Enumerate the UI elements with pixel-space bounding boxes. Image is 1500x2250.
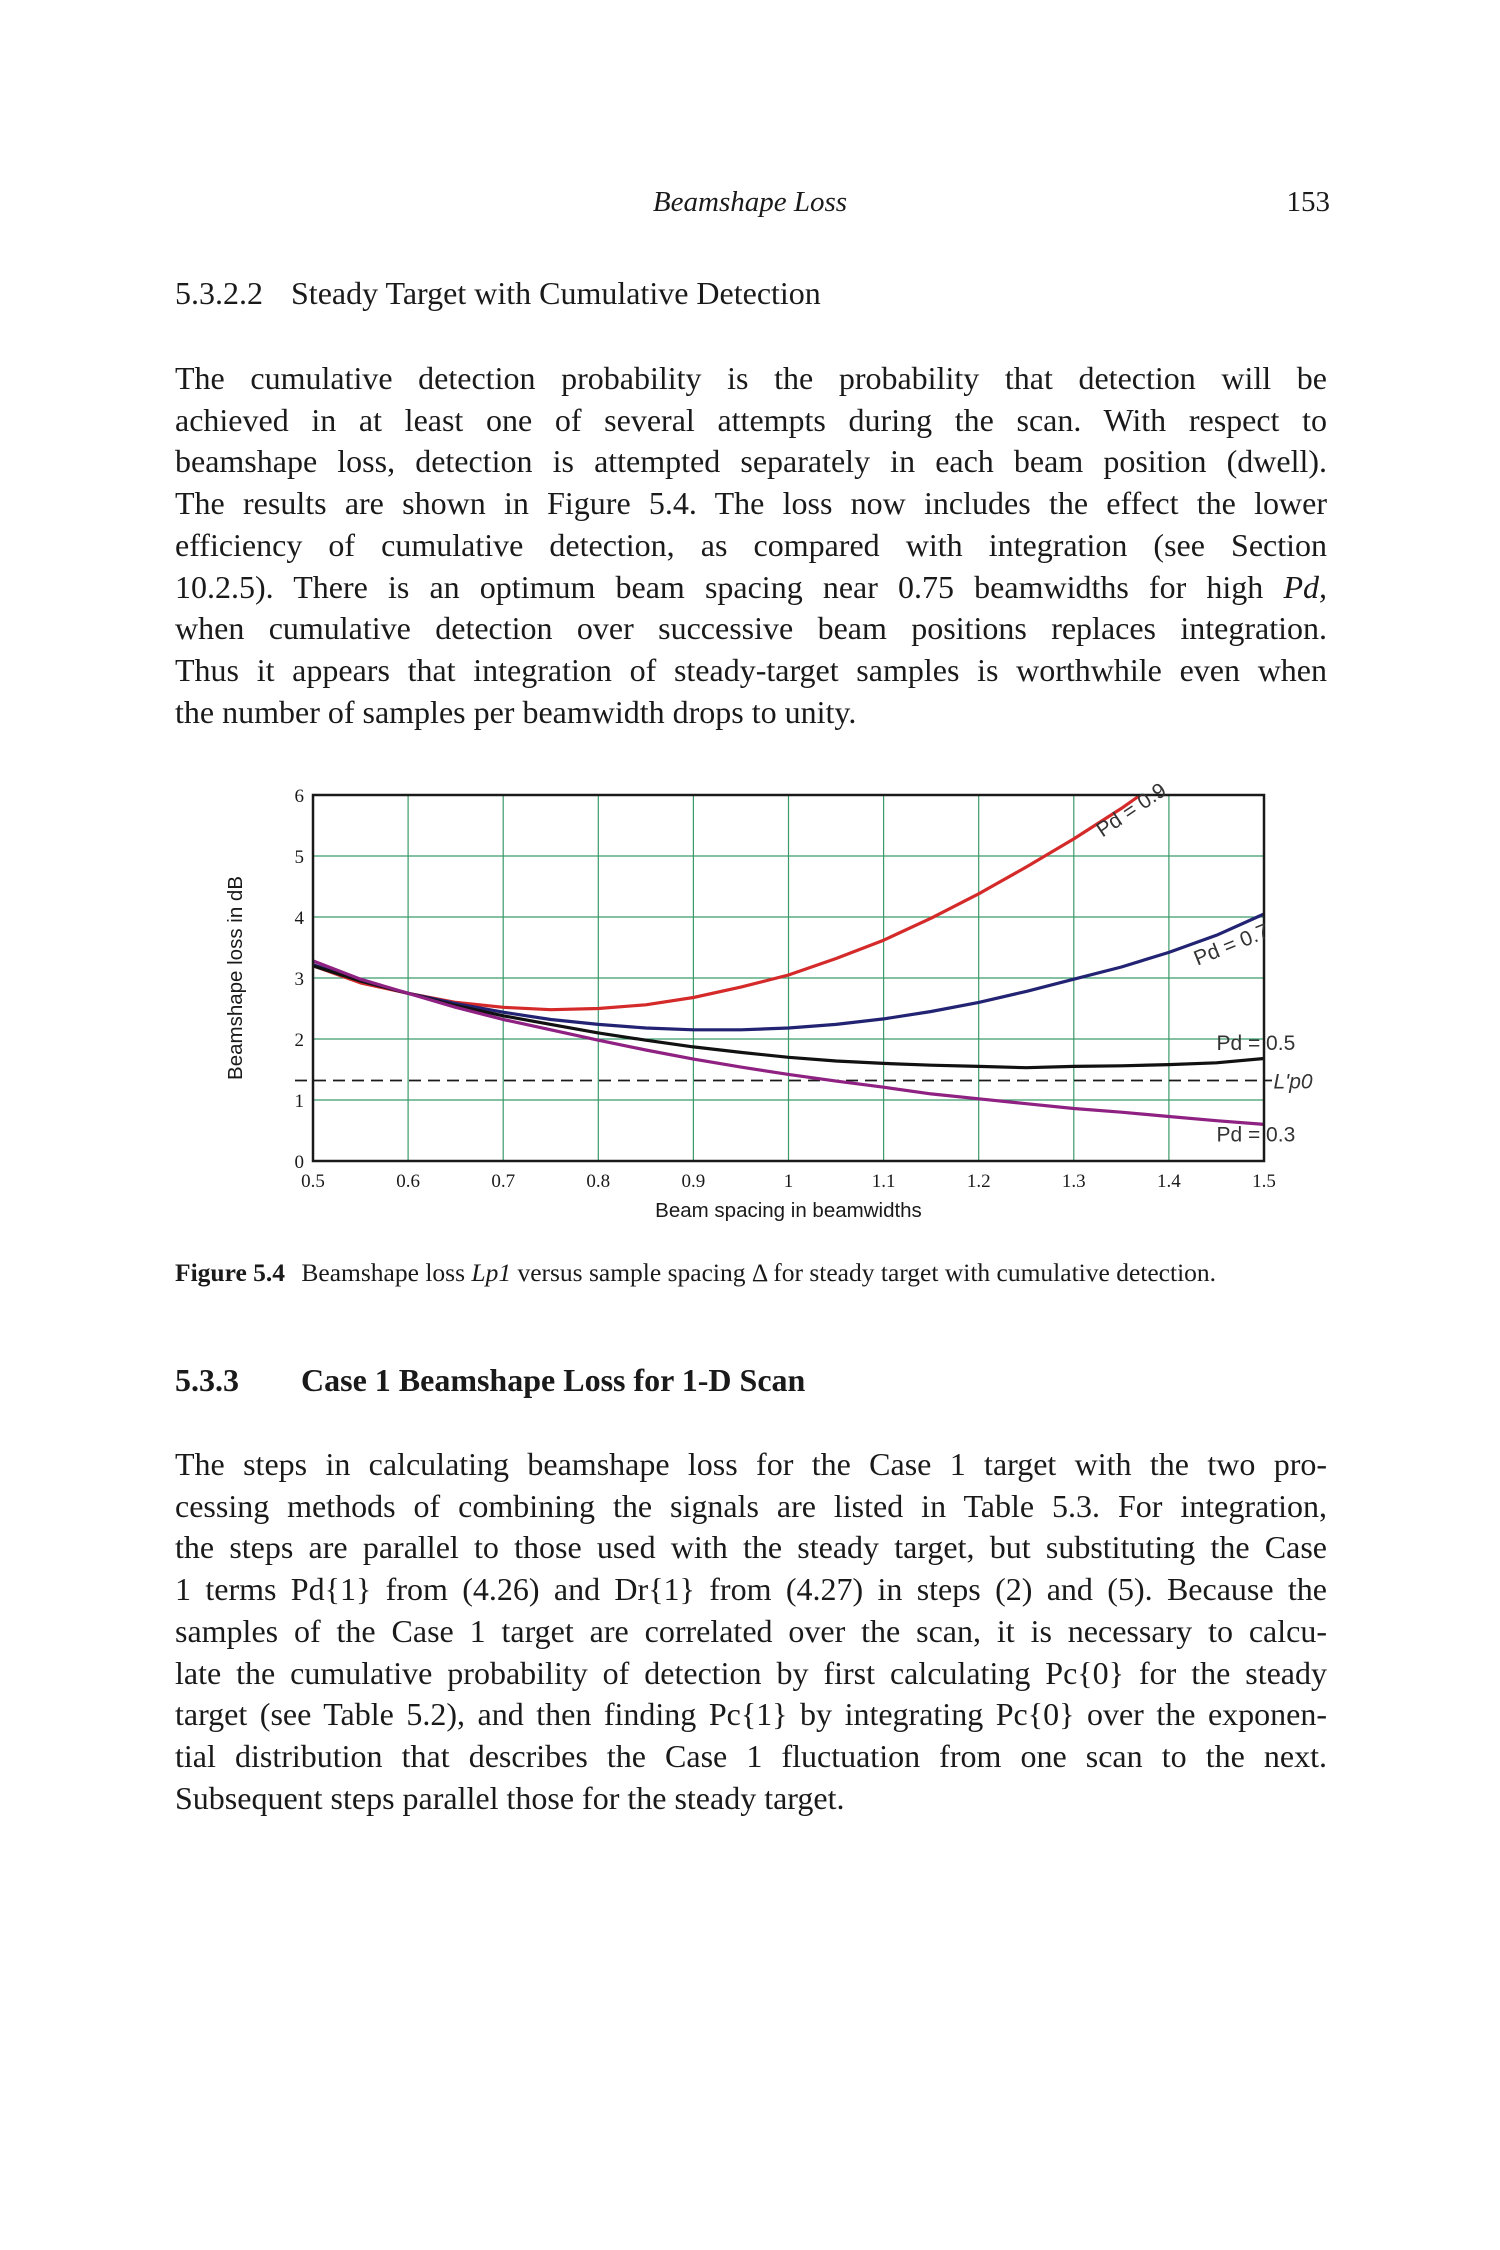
subsubsection-number: 5.3.2.2 (175, 275, 263, 311)
paragraph-line: beamshape loss, detection is attempted separately in each beam position (dwell). (175, 443, 1327, 480)
beamshape-loss-chart (0, 775, 1500, 1245)
paragraph-line: Thus it appears that integration of steady-target samples is worthwhile even when (175, 651, 1327, 688)
paragraph-cumulative-detection (175, 358, 1327, 733)
x-tick-label: 1.2 (966, 1171, 991, 1192)
reference-line-label: L'p0 (1273, 1070, 1313, 1094)
curve-label: Pd = 0.7 (1190, 919, 1273, 971)
page-number: 153 (1286, 186, 1330, 218)
x-tick-label: 0.6 (396, 1171, 420, 1192)
running-head (0, 186, 1500, 226)
y-tick-label: 3 (294, 969, 304, 990)
grid-layer (313, 795, 1264, 1161)
y-tick-label: 4 (294, 908, 304, 929)
paragraph-line: samples of the Case 1 target are correlated over the scan, it is necessary to calcu- (175, 1612, 1327, 1649)
tick-layer (295, 786, 1276, 1192)
x-tick-label: 0.7 (491, 1171, 516, 1192)
subsubsection-heading (175, 275, 821, 312)
paragraph-line: tial distribution that describes the Case 1 fluctuation from one scan to the next. (175, 1737, 1327, 1774)
y-tick-label: 2 (294, 1030, 304, 1051)
paragraph-line: Subsequent steps parallel those for the steady target. (175, 1779, 845, 1816)
x-tick-label: 1 (783, 1171, 794, 1192)
paragraph-line-with-symbol (175, 567, 1327, 609)
caption-text-2: versus sample spacing Δ for steady target with cumulative detection. (517, 1258, 1217, 1287)
x-tick-label: 0.5 (301, 1171, 325, 1192)
caption-label: Figure 5.4 (175, 1258, 286, 1287)
paragraph-line: efficiency of cumulative detection, as compared with integration (see Section (175, 526, 1327, 563)
x-tick-label: 0.9 (681, 1171, 706, 1192)
paragraph-line: target (see Table 5.2), and then finding Pc{1} by integrating Pc{0} over the exponen- (175, 1696, 1327, 1733)
paragraph-line: the steps are parallel to those used with the steady target, but substituting the Case (175, 1529, 1327, 1566)
curve-label: Pd = 0.5 (1216, 1031, 1296, 1055)
y-tick-label: 1 (294, 1091, 304, 1112)
caption-symbol: Lp1 (471, 1258, 512, 1287)
paragraph-line-text: 10.2.5). There is an optimum beam spacing near 0.75 beamwidths for high (175, 568, 1264, 605)
inline-symbol-pd: Pd, (1283, 568, 1328, 605)
x-tick-label: 1.5 (1252, 1171, 1276, 1192)
paragraph-line: achieved in at least one of several attempts during the scan. With respect to (175, 401, 1327, 438)
caption-text-1: Beamshape loss (301, 1258, 466, 1287)
figure-caption (175, 1258, 1327, 1288)
y-tick-label: 0 (294, 1152, 304, 1173)
paragraph-line: late the cumulative probability of detection by first calculating Pc{0} for the steady (175, 1654, 1327, 1691)
x-tick-label: 1.3 (1061, 1171, 1086, 1192)
section-heading (175, 1362, 805, 1399)
x-tick-label: 0.8 (586, 1171, 611, 1192)
section-title: Case 1 Beamshape Loss for 1-D Scan (301, 1362, 806, 1398)
paragraph-case1-steps (175, 1444, 1327, 1819)
paragraph-line: The results are shown in Figure 5.4. The loss now includes the effect the lower (175, 485, 1327, 522)
y-tick-label: 5 (294, 847, 304, 868)
paragraph-line: 1 terms Pd{1} from (4.26) and Dr{1} from (4.27) in steps (2) and (5). Because the (175, 1571, 1327, 1608)
paragraph-line: the number of samples per beamwidth drops to unity. (175, 693, 857, 730)
curve-label: Pd = 0.3 (1216, 1123, 1296, 1147)
running-title: Beamshape Loss (652, 186, 848, 218)
paragraph-line: cessing methods of combining the signals are listed in Table 5.3. For integration, (175, 1487, 1327, 1524)
label-layer (224, 779, 1313, 1222)
y-tick-label: 6 (294, 786, 304, 807)
section-number: 5.3.3 (175, 1362, 239, 1398)
x-axis-label: Beam spacing in beamwidths (655, 1199, 922, 1222)
subsubsection-title: Steady Target with Cumulative Detection (291, 275, 821, 311)
paragraph-line: The steps in calculating beamshape loss for the Case 1 target with the two pro- (175, 1446, 1327, 1482)
figure-5-4 (0, 775, 1500, 1245)
paragraph-line: when cumulative detection over successive beam positions replaces integration. (175, 610, 1327, 647)
x-tick-label: 1.4 (1157, 1171, 1181, 1192)
y-axis-label: Beamshape loss in dB (224, 876, 247, 1080)
paragraph-line: The cumulative detection probability is the probability that detection will be (175, 360, 1327, 396)
x-tick-label: 1.1 (871, 1171, 896, 1192)
curve-label: Pd = 0.9 (1092, 778, 1171, 842)
